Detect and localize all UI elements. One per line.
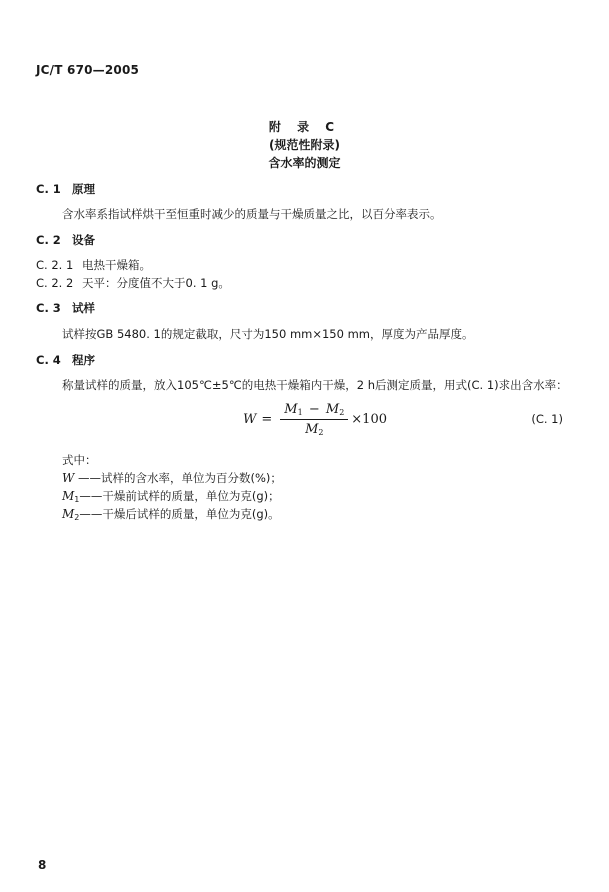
section-c4-heading [36, 352, 95, 368]
equation-number: (C. 1) [531, 412, 563, 426]
formula-denominator: $M_2$ [305, 421, 324, 437]
section-number: C. 2 [36, 233, 61, 247]
moisture-formula [243, 396, 387, 442]
clause-number: C. 2. 2 [36, 276, 74, 290]
formula-multiplier: ×100 [351, 411, 387, 427]
definition-symbol: W [62, 471, 75, 485]
appendix-name: 含水率的测定 [268, 156, 341, 170]
definition-text: ——干燥后试样的质量，单位为克(g)。 [79, 507, 280, 521]
section-c4-text: 称量试样的质量，放入105℃±5℃的电热干燥箱内干燥，2 h后测定质量，用式(C. 1)求出含水率： [62, 378, 568, 392]
definition-symbol: M [62, 507, 75, 521]
formula-equals: = [261, 411, 273, 427]
section-c1-text: 含水率系指试样烘干至恒重时减少的质量与干燥质量之比，以百分率表示。 [62, 207, 442, 221]
section-title: 设备 [72, 233, 95, 247]
definition-text: ——试样的含水率，单位为百分数(%)； [78, 471, 282, 485]
section-title: 试样 [72, 301, 95, 315]
section-number: C. 4 [36, 353, 61, 367]
definition-w [62, 470, 282, 486]
definition-m2: $M_2——$干燥后试样的质量，单位为克(g)。 [62, 507, 280, 522]
section-c1-heading [36, 181, 95, 197]
section-title: 原理 [72, 182, 95, 196]
clause-c21 [36, 257, 151, 273]
clause-text: 天平：分度值不大于0. 1 g。 [82, 276, 230, 290]
document-code: JC/T 670—2005 [36, 63, 140, 77]
formula-fraction [280, 402, 348, 437]
definition-m1: $M_1——$干燥前试样的质量，单位为克(g)； [62, 489, 280, 504]
page-number: 8 [38, 858, 47, 872]
section-title: 程序 [72, 353, 95, 367]
definition-text: ——干燥前试样的质量，单位为克(g)； [79, 489, 280, 503]
formula-lhs: W [243, 411, 257, 427]
clause-text: 电热干燥箱。 [82, 258, 151, 272]
section-c2-heading [36, 232, 95, 248]
section-c3-heading [36, 300, 95, 316]
definitions-intro: 式中： [62, 453, 97, 467]
appendix-subtitle: (规范性附录) [269, 138, 340, 152]
section-number: C. 1 [36, 182, 61, 196]
appendix-title: 附 录 C [268, 120, 341, 134]
definition-symbol: M [62, 489, 75, 503]
section-c3-text: 试样按GB 5480. 1的规定截取，尺寸为150 mm×150 mm，厚度为产品厚度。 [62, 327, 474, 341]
formula-numerator: $M_1 - M_2$ [280, 402, 348, 420]
clause-c22 [36, 275, 230, 291]
section-number: C. 3 [36, 301, 61, 315]
clause-number: C. 2. 1 [36, 258, 74, 272]
